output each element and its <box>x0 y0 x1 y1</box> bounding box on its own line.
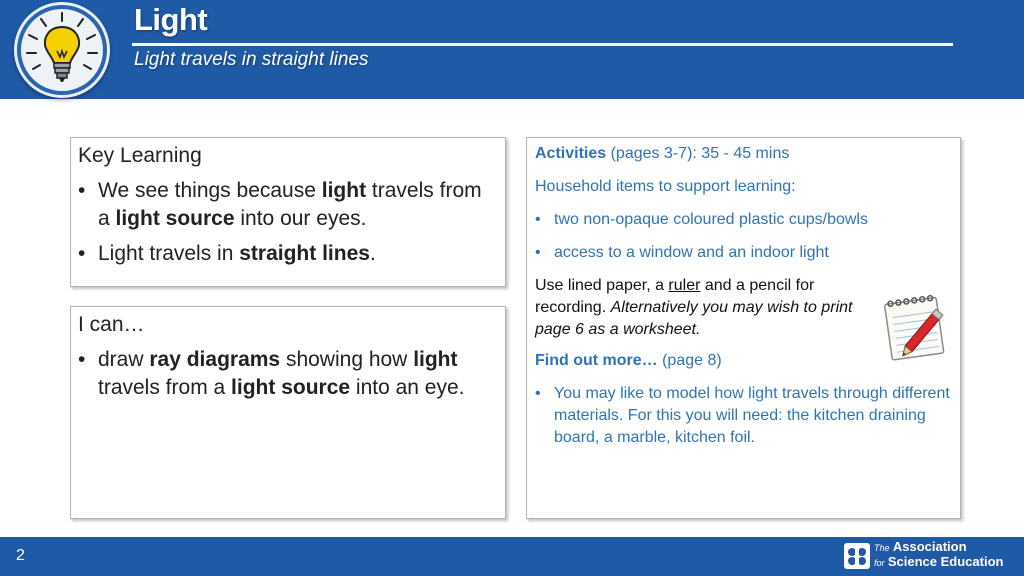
i-can-heading: I can… <box>78 313 145 336</box>
find-out-more: Find out more… (page 8) <box>535 352 722 369</box>
page-number: 2 <box>16 547 25 564</box>
ase-logo-icon <box>844 543 870 569</box>
key-learning-bullet <box>78 240 497 268</box>
ase-logo <box>844 540 1020 572</box>
bullet-text: We see things because light travels from a light source into our eyes. <box>98 179 482 230</box>
bullet-dot: • <box>78 242 86 265</box>
page-subtitle: Light travels in straight lines <box>134 49 369 70</box>
page-title: Light <box>134 2 208 37</box>
household-item: • access to a window and an indoor light <box>535 244 829 261</box>
key-learning-box <box>70 137 506 287</box>
household-item: • two non-opaque coloured plastic cups/bowls <box>535 211 868 228</box>
notepad-pencil-icon <box>880 290 958 364</box>
i-can-box <box>70 306 506 519</box>
lightbulb-icon <box>17 5 107 95</box>
footer-bar <box>0 537 1024 576</box>
key-learning-heading: Key Learning <box>78 144 202 167</box>
lightbulb-badge <box>14 2 110 98</box>
bullet-dot: • <box>78 179 86 202</box>
bullet-text: draw ray diagrams showing how light travels from a light source into an eye. <box>98 348 465 399</box>
lined-paper-instructions: Use lined paper, a ruler and a pencil for recording. Alternatively you may wish to print page 6 as a worksheet. <box>535 277 853 338</box>
title-underline <box>132 43 953 46</box>
bullet-dot: • <box>78 348 86 371</box>
header-bar <box>0 0 1024 99</box>
key-learning-bullet <box>78 177 497 233</box>
activities-line: Activities (pages 3-7): 35 - 45 mins <box>535 145 790 162</box>
ase-logo-text: The Association for Science Education <box>874 539 1004 569</box>
find-out-more-item: • You may like to model how light travels through different materials. For this you will need: the kitchen draining board, a marble, kitchen foil. <box>535 385 950 446</box>
bullet-text: Light travels in straight lines. <box>98 242 376 265</box>
household-items-heading: Household items to support learning: <box>535 178 796 195</box>
i-can-bullet <box>78 346 497 402</box>
